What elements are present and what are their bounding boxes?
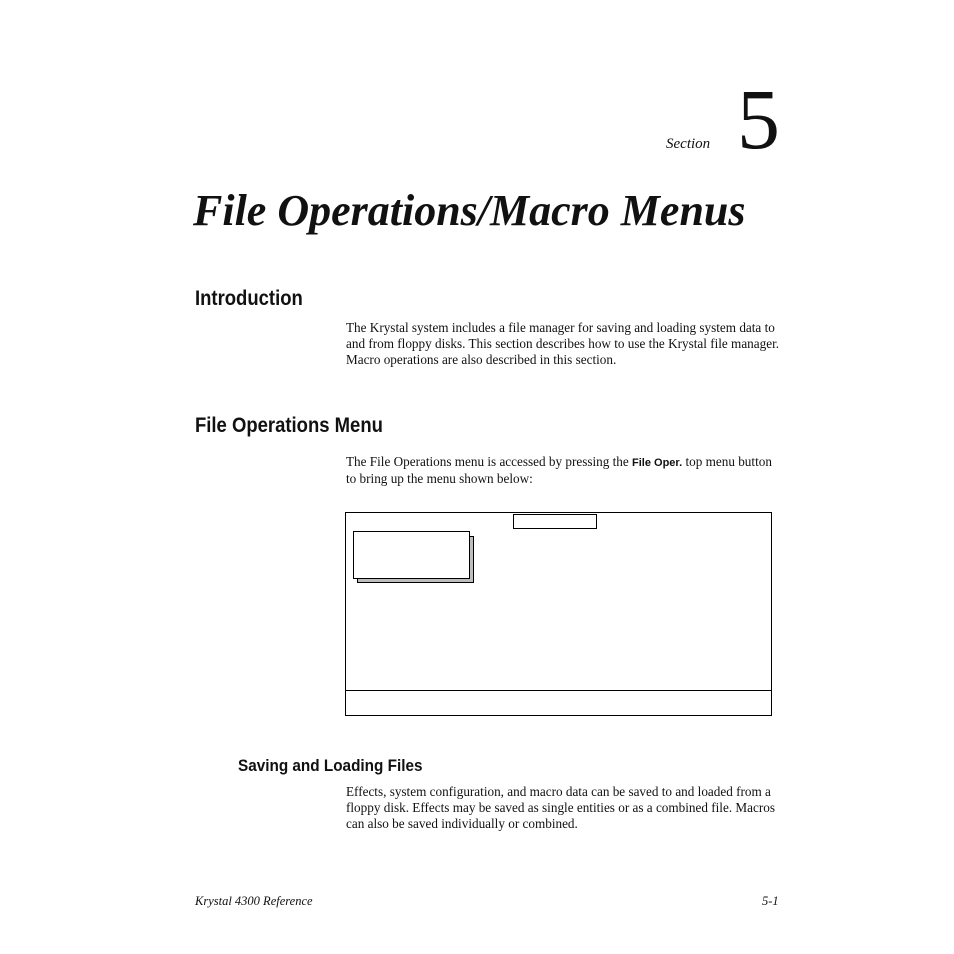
menu-top-tab [513,514,597,529]
section-number: 5 [737,71,780,167]
saving-loading-body: Effects, system configuration, and macro data can be saved to and loaded from a floppy disk. Effects may be saved as single entities or as a combined file. Macros can also be saved individually or combined. [346,784,775,831]
footer-page-number: 5-1 [762,894,779,908]
file-operations-body-text-start: The File Operations menu is accessed by pressing the [346,454,633,469]
introduction-body: The Krystal system includes a file manager for saving and loading system data to and from floppy disks. This section describes how to use the Krystal file manager. Macro operations are also described in this section. [346,320,780,367]
menu-panel [353,531,470,579]
saving-loading-heading: Saving and Loading Files [238,756,423,775]
file-oper-button-label: File Oper. [632,457,683,469]
footer-document-title: Krystal 4300 Reference [195,894,313,908]
file-operations-menu-figure [345,512,772,716]
section-label: Section [666,136,711,152]
menu-status-bar [346,690,771,715]
introduction-heading: Introduction [195,287,303,310]
file-operations-body [346,454,776,487]
file-operations-heading: File Operations Menu [195,414,383,437]
chapter-title: File Operations/Macro Menus [193,186,746,235]
file-operations-body-text-end: top menu button to bring up the menu shown below: [346,454,772,486]
